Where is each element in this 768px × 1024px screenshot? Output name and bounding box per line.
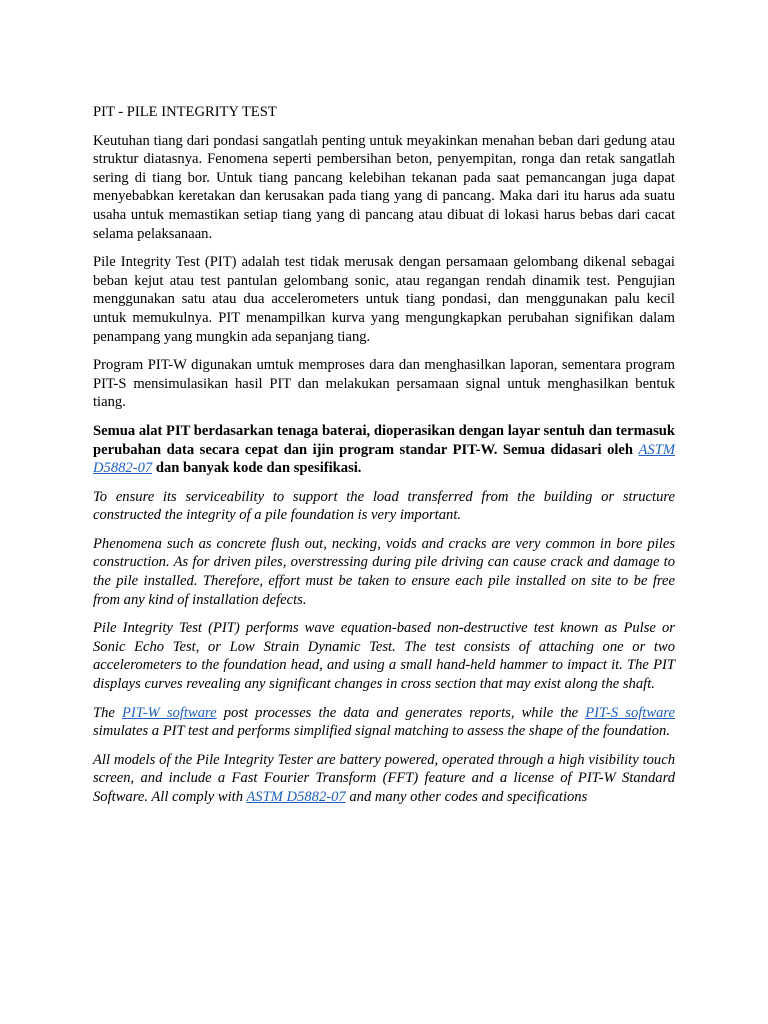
astm-link-indo[interactable]: ASTM D5882-07 <box>93 441 675 477</box>
e4-text-post: simulates a PIT test and performs simplified signal matching to assess the shape of the foundation. <box>93 723 670 740</box>
indo-paragraph-3: Program PIT-W digunakan umtuk memproses dara dan menghasilkan laporan, sementara program PIT-S mensimulasikan hasil PIT dan melakukan persamaan signal untuk menghasilkan bentuk tiang. <box>93 357 675 411</box>
astm-link-english[interactable]: ASTM D5882-07 <box>246 789 346 805</box>
english-paragraph-5 <box>93 751 675 807</box>
english-paragraph-3: Pile Integrity Test (PIT) performs wave equation-based non-destructive test known as Pulse or Sonic Echo Test, or Low Strain Dynamic Test. The test consists of attaching one or two accelerometers to the foundation head, and using a small hand-held hammer to impact it. The PIT displays curves revealing any significant changes in cross section that may exist along the shaft. <box>93 620 675 693</box>
indo-paragraph-2: Pile Integrity Test (PIT) adalah test tidak merusak dengan persamaan gelombang dikenal sebagai beban kejut atau test pantulan gelombang sonic, atau regangan rendah dinamik test. Pengujian menggunakan satu atau dua accelerometers untuk tiang pondasi, dan menggunakan palu kecil untuk memukulnya. PIT menampilkan kurva yang mengungkapkan perubahan signifikan dalam penampang yang mungkin ada sepanjang tiang. <box>93 254 675 345</box>
e4-text-pre: The <box>93 704 122 721</box>
e5-text-post: and many other codes and specifications <box>345 789 588 805</box>
e4-text-mid: post processes the data and generates reports, while the <box>216 704 586 721</box>
pit-s-software-link[interactable]: PIT-S software <box>585 704 676 721</box>
indo-p4-text-before: Semua alat PIT berdasarkan tenaga baterai, dioperasikan dengan layar sentuh dan termasuk perubahan data secara cepat dan ijin program standar PIT-W. Semua didasari oleh <box>93 422 675 458</box>
english-paragraph-4 <box>93 704 675 741</box>
document-body <box>93 103 675 817</box>
indo-p4-text-after: dan banyak kode dan spesifikasi. <box>152 460 362 477</box>
indo-paragraph-4 <box>93 422 675 478</box>
english-paragraph-2: Phenomena such as concrete flush out, necking, voids and cracks are very common in bore piles construction. As for driven piles, overstressing during pile driving can cause crack and damage to the pile installed. Therefore, effort must be taken to ensure each pile installed on site to be free from any kind of installation defects. <box>93 535 675 608</box>
english-paragraph-1: To ensure its serviceability to support the load transferred from the building or structure constructed the integrity of a pile foundation is very important. <box>93 488 675 524</box>
e5-text-pre: All models of the Pile Integrity Tester are battery powered, operated through a high visibility touch screen, and include a Fast Fourier Transform (FFT) feature and a license of PIT-W Standard Software. All comply with <box>93 751 675 805</box>
pit-w-software-link[interactable]: PIT-W software <box>121 704 217 721</box>
indo-paragraph-1: Keutuhan tiang dari pondasi sangatlah penting untuk meyakinkan menahan beban dari gedung atau struktur diatasnya. Fenomena seperti pembersihan beton, penyempitan, ronga dan retak sangatlah sering di tiang bor. Untuk tiang pancang kelebihan tekanan pada saat pemancangan juga dapat menyebabkan keretakan dan kerusakan pada tiang yang di pancang. Maka dari itu harus ada suatu usaha untuk memastikan setiap tiang yang di pancang atau dibuat di lokasi harus bebas dari cacat selama pelaksanaan. <box>93 132 675 242</box>
document-title: PIT - PILE INTEGRITY TEST <box>93 104 277 120</box>
